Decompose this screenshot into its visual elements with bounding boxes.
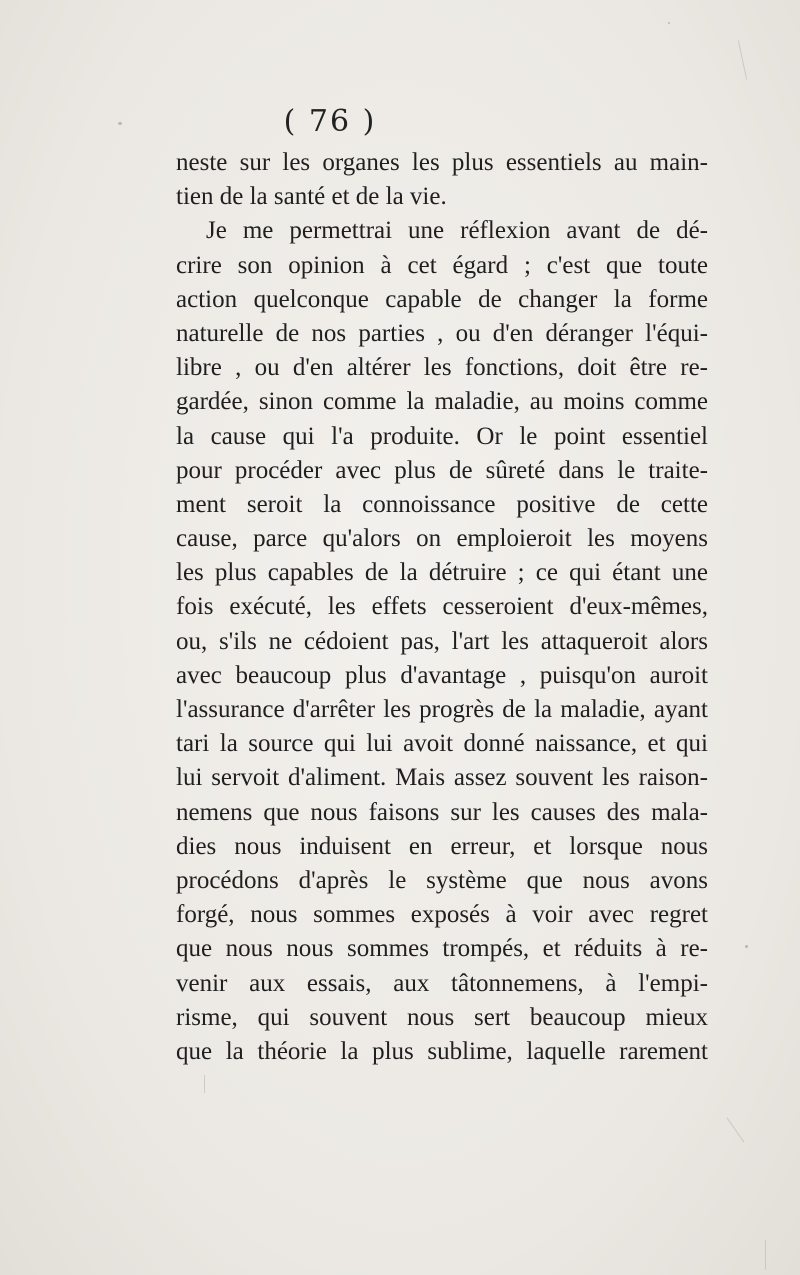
paper-scratch	[204, 1075, 205, 1093]
paper-scratch	[765, 1240, 766, 1270]
text-line: forgé, nous sommes exposés à voir avec regret	[176, 901, 708, 929]
text-line: l'assurance d'arrêter les progrès de la maladie, ayant	[176, 696, 708, 723]
text-line: ou, s'ils ne cédoient pas, l'art les attaqueroit alors	[176, 627, 708, 655]
text-line: naturelle de nos parties , ou d'en déranger l'équi-	[176, 319, 708, 347]
text-line: dies nous induisent en erreur, et lorsque nous	[176, 832, 708, 860]
text-line: tari la source qui lui avoit donné naissance, et qui	[176, 730, 708, 758]
paper-speck	[668, 22, 670, 24]
text-line: avec beaucoup plus d'avantage , puisqu'on auroit	[176, 661, 708, 689]
text-line: tien de la santé et de la vie.	[176, 183, 447, 211]
text-line: que la théorie la plus sublime, laquelle rarement	[176, 1037, 708, 1065]
text-line: action quelconque capable de changer la forme	[176, 285, 708, 313]
text-line: venir aux essais, aux tâtonnemens, à l'empi-	[176, 969, 708, 997]
text-line: nemens que nous faisons sur les causes des mala-	[176, 798, 708, 826]
text-line: les plus capables de la détruire ; ce qui étant une	[176, 559, 708, 587]
text-line: fois exécuté, les effets cesseroient d'eux-mêmes,	[176, 593, 708, 621]
text-line: risme, qui souvent nous sert beaucoup mieux	[176, 1003, 708, 1031]
paper-scratch	[738, 40, 747, 79]
paper-speck	[745, 945, 748, 948]
paper-speck	[118, 122, 122, 125]
text-line: lui servoit d'aliment. Mais assez souvent les raison-	[176, 764, 708, 792]
paper-scratch	[726, 1117, 744, 1142]
text-line: neste sur les organes les plus essentiels au main-	[176, 149, 708, 176]
text-line: la cause qui l'a produite. Or le point essentiel	[176, 422, 708, 450]
text-line: gardée, sinon comme la maladie, au moins comme	[176, 388, 708, 416]
text-line: libre , ou d'en altérer les fonctions, doit être re-	[176, 354, 708, 382]
text-line: que nous nous sommes trompés, et réduits à re-	[176, 935, 708, 963]
page-number: ( 76 )	[283, 104, 377, 139]
text-line: cause, parce qu'alors on emploieroit les moyens	[176, 525, 708, 553]
text-line: ment seroit la connoissance positive de cette	[176, 490, 708, 518]
body-text	[176, 146, 708, 1069]
text-line: pour procéder avec plus de sûreté dans le traite-	[176, 456, 708, 484]
text-line: Je me permettrai une réflexion avant de dé-	[206, 217, 708, 245]
text-line: crire son opinion à cet égard ; c'est que toute	[176, 251, 708, 279]
text-line: procédons d'après le système que nous avons	[176, 866, 708, 894]
